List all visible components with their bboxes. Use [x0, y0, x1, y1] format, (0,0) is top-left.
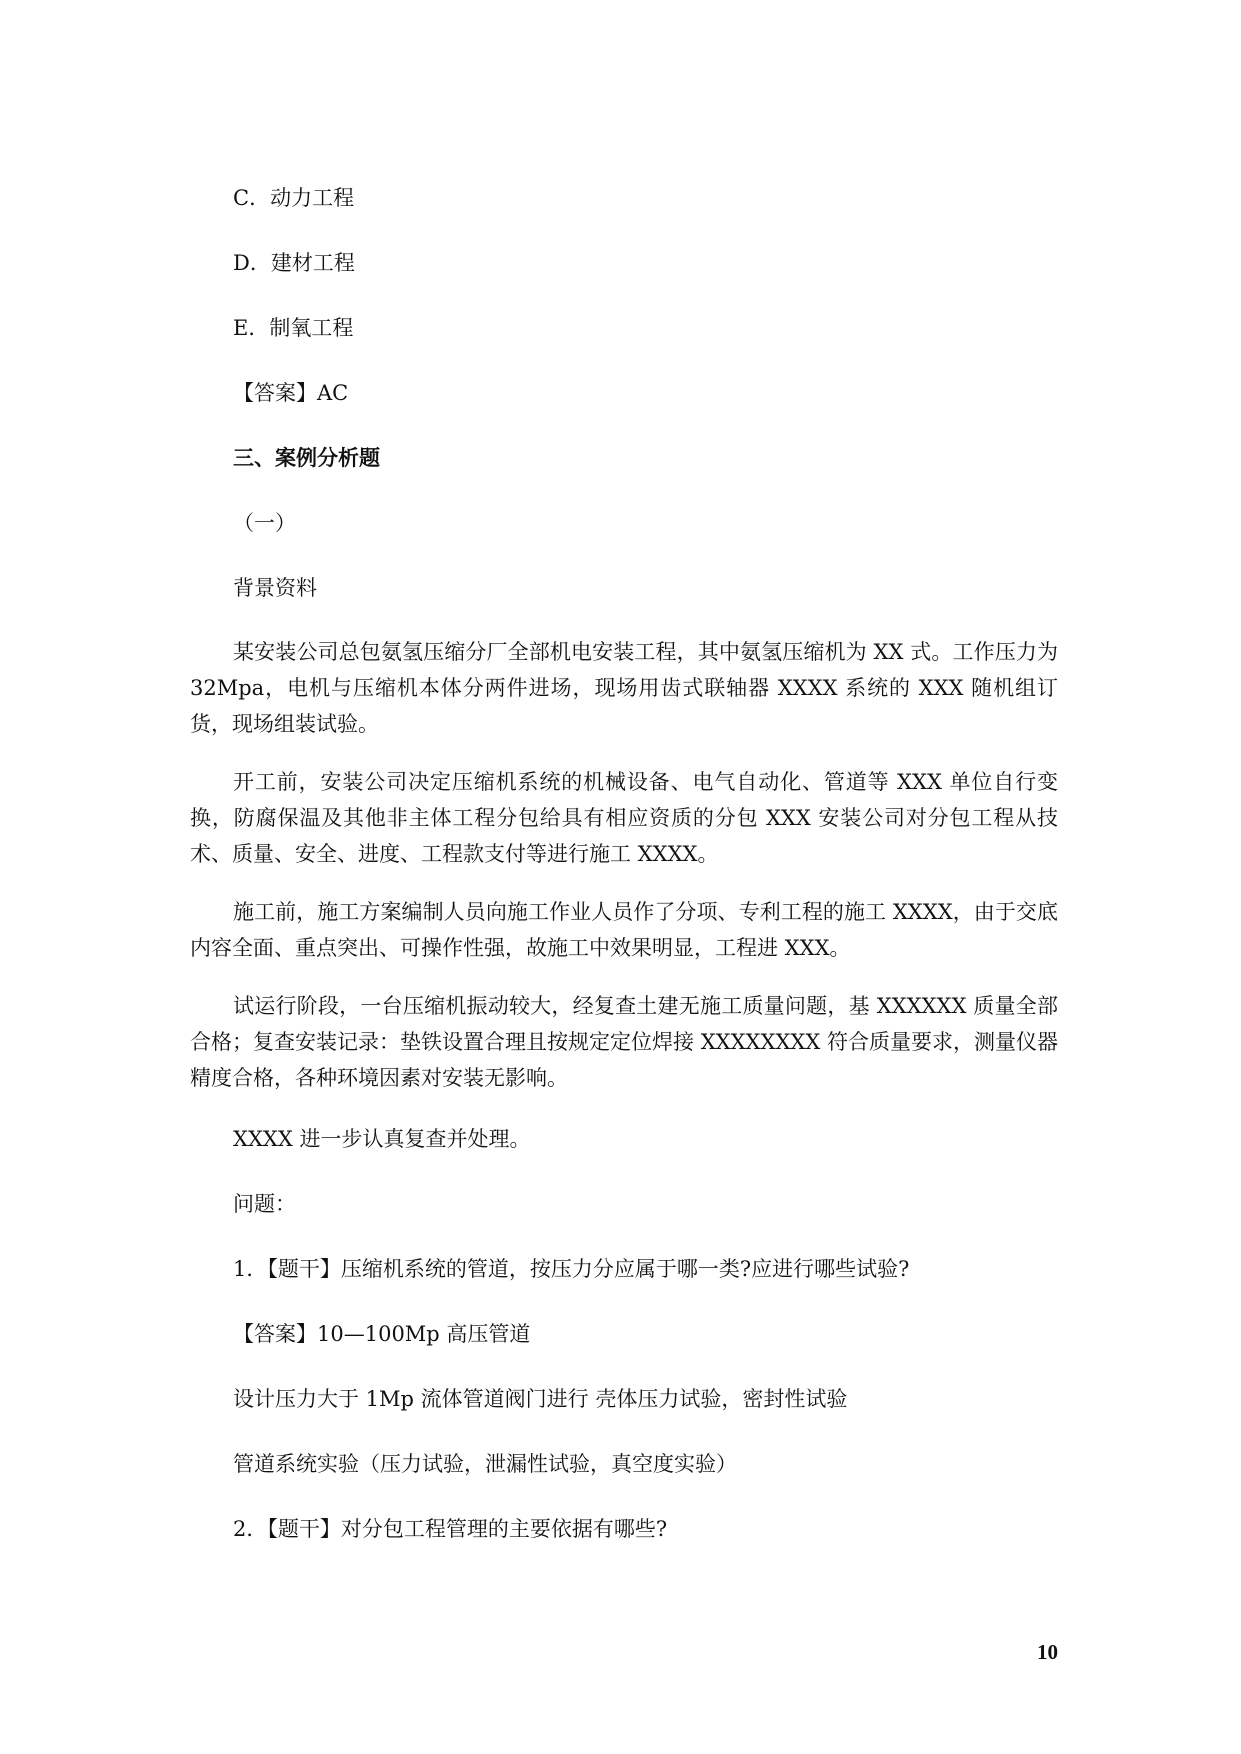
- page-number: 10: [1037, 1640, 1058, 1664]
- background-paragraph-3: 施工前，施工方案编制人员向施工作业人员作了分项、专利工程的施工 XXXX，由于交底内容全面、重点突出、可操作性强，故施工中效果明显，工程进 XXX。: [190, 900, 1058, 960]
- answer-q1-line-2: 设计压力大于 1Mp 流体管道阀门进行 壳体压力试验，密封性试验: [233, 1387, 848, 1411]
- questions-label: 问题：: [233, 1192, 296, 1216]
- option-e: E．制氧工程: [233, 316, 354, 340]
- question-1: 1．【题干】压缩机系统的管道，按压力分应属于哪一类?应进行哪些试验?: [233, 1257, 910, 1281]
- followup-text: XXXX 进一步认真复查并处理。: [233, 1127, 531, 1151]
- case-number: （一）: [233, 511, 296, 535]
- background-label: 背景资料: [233, 576, 317, 600]
- answer-label: 【答案】AC: [233, 381, 349, 405]
- background-paragraph-4: 试运行阶段，一台压缩机振动较大，经复查土建无施工质量问题，基 XXXXXX 质量全部合格；复查安装记录：垫铁设置合理且按规定定位焊接 XXXXXXXX 符合质量要求，测量仪器精度合格，各种环境因素对安装无影响。: [190, 994, 1058, 1090]
- answer-q1-line-3: 管道系统实验（压力试验，泄漏性试验，真空度实验）: [233, 1452, 737, 1476]
- background-paragraph-2: 开工前，安装公司决定压缩机系统的机械设备、电气自动化、管道等 XXX 单位自行变换，防腐保温及其他非主体工程分包给具有相应资质的分包 XXX 安装公司对分包工程从技术、质量、安全、进度、工程款支付等进行施工 XXXX。: [190, 770, 1058, 866]
- option-d: D．建材工程: [233, 251, 355, 275]
- section-heading: 三、案例分析题: [233, 445, 380, 470]
- question-2: 2．【题干】对分包工程管理的主要依据有哪些?: [233, 1517, 668, 1541]
- option-c: C．动力工程: [233, 186, 355, 210]
- background-paragraph-1: 某安装公司总包氨氢压缩分厂全部机电安装工程，其中氨氢压缩机为 XX 式。工作压力为 32Mpa，电机与压缩机本体分两件进场，现场用齿式联轴器 XXXX 系统的 XXX 随机组订货，现场组装试验。: [190, 640, 1058, 736]
- answer-q1-line-1: 【答案】10—100Mp 高压管道: [233, 1322, 531, 1346]
